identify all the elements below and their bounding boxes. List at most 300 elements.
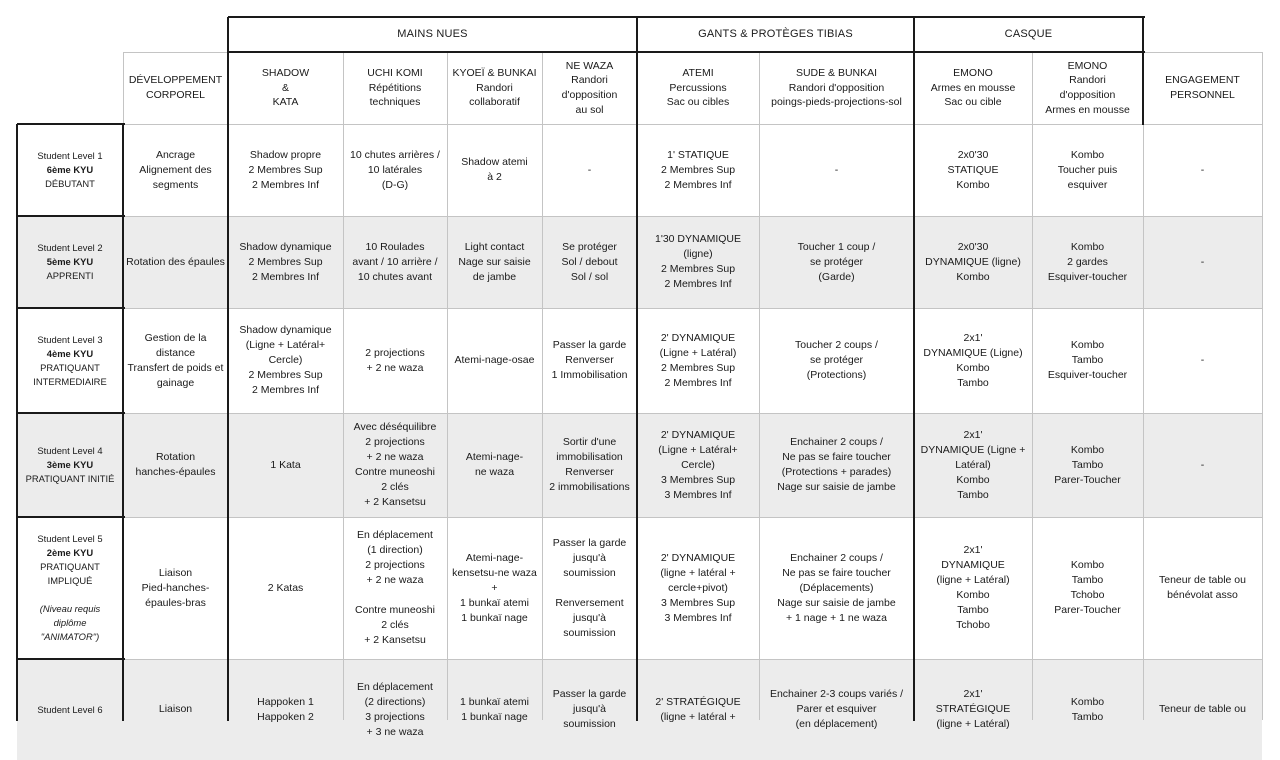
column-header-emono-2: EMONO Randori d'opposition Armes en mousse [1045,59,1130,116]
grid-line [1142,17,1144,125]
cell-atemi-level-4 [637,413,759,517]
cell-line: Tchobo [956,619,990,631]
cell-line: soumission [563,626,616,639]
grid-line [1032,52,1033,720]
cell-uchi-komi-level-3 [343,308,447,413]
cell-shadow-level-4 [228,413,343,517]
cell-line: - [1200,458,1205,471]
cell-line: + 2 ne waza [366,574,424,586]
column-header-emono-1: EMONO Armes en mousse Sac ou cible [930,67,1016,109]
grid-line [16,124,18,721]
cell-line: Renverser [565,466,614,478]
cell-line: 2 Membres Sup [660,361,736,374]
cell-line: Toucher 2 coups / [795,339,878,351]
cell-developpement-level-1 [123,124,228,216]
cell-line: soumission [563,718,616,730]
level-line [69,588,72,602]
cell-line: STATIQUE [947,163,999,176]
cell-line: de jambe [472,270,517,283]
cell-line: distance [155,346,196,359]
cell-emono-2-level-2 [1032,216,1143,308]
cell-line: Ne pas se faire toucher [782,566,891,579]
cell-line: (en déplacement) [795,718,878,730]
cell-line: Tambo [1071,574,1104,586]
cell-uchi-komi-level-6 [343,659,447,760]
level-line: Student Level 5 [37,533,103,544]
cell-line: Gestion de la [144,331,207,344]
cell-line: (2 directions) [364,695,426,708]
cell-line: ne waza [474,466,515,478]
column-header-kyoei: KYOEÏ & BUNKAI Randori collaboratif [452,67,537,109]
row-header-level-5 [17,517,123,659]
cell-shadow-level-6 [228,659,343,760]
cell-line: Shadow dynamique [239,324,332,336]
grid-line [343,52,344,720]
cell-line: Kombo [1070,148,1105,161]
grid-line [123,308,1263,309]
cell-line: + 2 ne waza [366,361,424,374]
row-header-level-3 [17,308,123,413]
row-header-level-1 [17,124,123,216]
cell-emono-2-level-3 [1032,308,1143,413]
cell-line: 2 Membres Sup [660,163,736,176]
grid-line [17,215,125,217]
cell-line: Kombo [956,473,990,486]
cell-line: Cercle) [681,458,715,471]
cell-line: (Ligne + Latéral+ [658,443,738,456]
cell-shadow-level-5 [228,517,343,659]
cell-line: Enchainer 2 coups / [790,436,883,448]
grid-line [123,52,124,124]
grid-line [123,517,1263,518]
level-line: APPRENTI [46,270,94,281]
cell-line [394,588,397,603]
cell-line: (Protections) [806,369,867,381]
cell-emono-1-level-5 [914,517,1032,659]
cell-atemi-level-3 [637,308,759,413]
cell-line: 2x0'30 [957,148,989,161]
cell-line: 1 bunkaï atemi [460,695,529,708]
cell-line: Ancrage [155,148,196,161]
cell-line: jusqu'à [573,551,606,564]
cell-kyoei-level-2 [447,216,542,308]
cell-line: + 2 Kansetsu [364,496,426,508]
cell-sude-level-6 [759,659,914,760]
cell-uchi-komi-level-5 [343,517,447,659]
cell-line: Renversement [555,596,624,609]
cell-line: 2' STRATÉGIQUE [655,695,741,708]
level-line: Student Level 3 [37,333,103,345]
cell-line: Alignement des [139,163,212,176]
cell-line: 3 Membres Inf [664,488,732,501]
level-line: 4ème KYU [46,347,94,359]
cell-line: DYNAMIQUE (ligne) [925,255,1021,268]
cell-line: Shadow propre [249,148,322,161]
cell-line: 2' DYNAMIQUE [660,331,736,344]
cell-engagement-level-6 [1143,659,1262,760]
grid-line [123,124,1263,125]
cell-line: Liaison [158,566,193,579]
cell-line: Toucher 1 coup / [797,240,876,253]
cell-line: 2x1' [963,544,983,556]
cell-line: 2 Membres Inf [251,178,320,191]
cell-line: 10 latérales [367,163,423,176]
cell-line: + 1 nage + 1 ne waza [786,611,887,624]
cell-sude-level-2 [759,216,914,308]
level-line: Student Level 6 [37,703,103,715]
cell-line: jusqu'à [573,703,606,715]
cell-line: 2 Membres Sup [660,263,736,275]
cell-line: Happoken 1 [257,695,314,708]
cell-line: Tambo [1071,458,1104,471]
grid-line [913,17,915,721]
level-line: PRATIQUANT [40,361,100,373]
cell-ne-waza-level-1 [542,124,637,216]
level-line: PRATIQUANT INITIÉ [25,473,115,484]
level-line: 6ème KYU [46,164,94,175]
cell-atemi-level-6 [637,659,759,760]
cell-line: Parer-Toucher [1054,473,1121,486]
cell-line: 2 projections [365,436,425,448]
cell-line: Shadow atemi [461,156,528,168]
cell-line: DYNAMIQUE (Ligne) [923,346,1023,359]
cell-line: 2 Katas [267,581,304,594]
cell-line: Transfert de poids et [127,361,224,374]
cell-line: esquiver [1067,178,1108,191]
cell-line: gainage [156,376,195,389]
cell-line: Latéral) [955,458,991,471]
level-line: PRATIQUANT [40,561,100,572]
cell-line: + 2 Kansetsu [364,634,426,646]
grid-line [122,124,124,721]
cell-kyoei-level-4 [447,413,542,517]
cell-line: Sol / debout [561,255,618,268]
cell-emono-2-level-6 [1032,659,1143,760]
cell-line: jusqu'à [573,611,606,624]
cell-line: 2 Membres Inf [251,270,320,283]
cell-line: (D-G) [381,178,409,191]
cell-line: Nage sur saisie de jambe [777,481,896,493]
cell-line: 2 projections [365,559,425,571]
cell-line: - [1200,354,1205,366]
cell-line: - [587,163,592,176]
level-line: 5ème KYU [46,256,94,267]
cell-line: 2 Membres Sup [248,255,323,268]
row-header-level-6 [17,659,123,760]
cell-line: Kombo [956,589,990,601]
cell-line: Kombo [956,270,990,283]
cell-line: soumission [563,566,616,579]
cell-line: + 3 ne waza [366,725,424,738]
level-line: (Niveau requis [39,603,101,614]
grid-line [759,52,760,720]
cell-line: Nage sur saisie de jambe [777,596,896,609]
cell-uchi-komi-level-1 [343,124,447,216]
group-header-gants: GANTS & PROTÈGES TIBIAS [698,28,853,40]
cell-line: Kombo [956,361,990,374]
cell-line: Tambo [1071,710,1104,723]
cell-developpement-level-2 [123,216,228,308]
grid-line [123,659,1263,660]
level-line: diplôme [53,617,87,628]
cell-line: Atemi-nage- [465,551,524,564]
cell-line: avant / 10 arrière / [352,255,438,268]
cell-line: Kombo [1070,559,1105,571]
cell-line: Rotation des épaules [126,255,225,268]
cell-line: 2 Membres Inf [664,178,732,191]
cell-line: Enchainer 2 coups / [790,551,883,564]
group-header-casque: CASQUE [1004,28,1053,40]
cell-line: 2x1' [963,688,983,700]
cell-line: (ligne + Latéral) [936,574,1010,586]
cell-line: + 2 ne waza [366,451,424,463]
cell-line: 3 projections [365,710,425,723]
cell-sude-level-4 [759,413,914,517]
cell-line: Liaison [158,703,193,715]
cell-engagement-level-1 [1143,124,1262,216]
cell-line: Enchainer 2-3 coups variés / [769,688,904,700]
grid-line [228,16,1145,18]
cell-line: 1'30 DYNAMIQUE [654,233,742,245]
cell-line: Teneur de table ou [1159,703,1246,715]
cell-line: 1 bunkaï nage [461,710,528,723]
cell-line: Parer-Toucher [1054,604,1121,616]
cell-line: Kombo [1070,240,1105,253]
cell-shadow-level-2 [228,216,343,308]
cell-line: Esquiver-toucher [1047,270,1128,283]
grid-line [17,658,125,660]
cell-line: Tambo [957,488,989,501]
cell-line: segments [152,178,199,191]
row-header-level-2 [17,216,123,308]
grid-line [17,412,125,414]
cell-line: (ligne + Latéral) [936,718,1010,730]
column-header-shadow: SHADOW & KATA [261,67,310,109]
column-header-sude: SUDE & BUNKAI Randori d'opposition poings-pieds-projections-sol [771,67,902,109]
cell-line: à 2 [487,171,502,183]
grid-line [17,123,125,125]
cell-line: Toucher puis [1057,163,1118,176]
cell-ne-waza-level-4 [542,413,637,517]
cell-emono-2-level-4 [1032,413,1143,517]
cell-line: 2x1' [963,331,983,344]
level-line: DÉBUTANT [45,178,95,189]
cell-line: 2 projections [365,346,425,359]
cell-line: Cercle) [268,354,303,366]
cell-uchi-komi-level-4 [343,413,447,517]
grid-line [17,516,125,518]
cell-line: Contre muneoshi [355,604,435,616]
cell-kyoei-level-3 [447,308,542,413]
cell-line: 3 Membres Sup [660,596,736,609]
cell-line: Se protéger [562,240,617,253]
cell-kyoei-level-1 [447,124,542,216]
cell-line: (ligne + latéral + [660,710,736,723]
cell-line: Tchobo [1070,589,1105,601]
cell-engagement-level-4 [1143,413,1262,517]
cell-engagement-level-3 [1143,308,1262,413]
cell-sude-level-5 [759,517,914,659]
cell-line: Esquiver-toucher [1047,369,1128,381]
cell-emono-2-level-5 [1032,517,1143,659]
cell-line: 2 immobilisations [549,481,630,493]
cell-line: Shadow dynamique [239,240,332,253]
cell-line: Avec déséquilibre [353,421,437,433]
cell-line: Teneur de table ou [1159,574,1246,586]
cell-line: 2' DYNAMIQUE [660,551,736,564]
cell-line: 2 Membres Inf [664,376,732,389]
cell-line: 1' STATIQUE [667,148,729,161]
cell-line: 10 chutes arrières / [350,148,440,161]
cell-line: Tambo [957,376,989,389]
grid-line [636,17,638,721]
cell-line: Happoken 2 [257,710,314,723]
cell-line: STRATÉGIQUE [935,703,1011,715]
cell-line: Passer la garde [552,536,627,549]
level-line: "ANIMATOR") [40,631,100,642]
cell-line: 1 bunkaï nage [461,611,528,624]
cell-line: se protéger [809,255,864,268]
column-header-ne-waza: NE WAZA Randori d'opposition au sol [561,59,618,116]
cell-line: 1 Immobilisation [551,369,628,381]
cell-shadow-level-3 [228,308,343,413]
cell-line: - [834,163,839,176]
grid-line [542,52,543,720]
level-line: INTERMEDIAIRE [33,375,107,387]
cell-line: 2' DYNAMIQUE [660,428,736,441]
cell-line: 2 Membres Inf [664,278,732,290]
cell-line: Passer la garde [552,339,627,351]
level-line: Student Level 2 [37,242,103,253]
cell-engagement-level-5 [1143,517,1262,659]
cell-line: 2 Membres Sup [248,369,323,381]
level-line: Student Level 1 [37,150,103,161]
cell-atemi-level-1 [637,124,759,216]
level-line: IMPLIQUÉ [47,575,93,586]
cell-line: 2 gardes [1067,255,1108,268]
level-line: 3ème KYU [46,459,94,470]
cell-line: Sol / sol [570,270,609,283]
grid-line [17,307,125,309]
cell-uchi-komi-level-2 [343,216,447,308]
cell-emono-1-level-2 [914,216,1032,308]
cell-emono-2-level-1 [1032,124,1143,216]
cell-line: 3 Membres Sup [660,473,736,486]
cell-line: Tambo [957,604,989,616]
cell-line [588,581,591,596]
cell-atemi-level-5 [637,517,759,659]
cell-emono-1-level-6 [914,659,1032,760]
cell-atemi-level-2 [637,216,759,308]
cell-ne-waza-level-6 [542,659,637,760]
cell-line: 3 Membres Inf [664,611,732,624]
column-header-uchi-komi: UCHI KOMI Répétitions techniques [367,67,423,109]
cell-line: (1 direction) [367,544,423,556]
cell-line: (ligne + latéral + [660,566,736,579]
column-header-engagement: ENGAGEMENT PERSONNEL [1165,74,1240,101]
cell-line: Atemi-nage- [465,451,524,463]
cell-line: 2x1' [963,428,983,441]
cell-line: cercle+pivot) [668,581,728,594]
cell-sude-level-3 [759,308,914,413]
cell-line: Kombo [956,178,990,191]
grid-line [1262,52,1263,720]
column-header-atemi: ATEMI Percussions Sac ou cibles [666,67,730,109]
cell-ne-waza-level-3 [542,308,637,413]
cell-line: Rotation [155,451,196,463]
cell-line: Kombo [1070,339,1105,351]
cell-line: Pied-hanches- [141,581,210,594]
cell-developpement-level-4 [123,413,228,517]
cell-line: Sortir d'une [562,436,617,448]
grid-line [447,52,448,720]
level-line: Student Level 4 [37,445,103,456]
cell-line: Passer la garde [552,688,627,700]
cell-emono-1-level-4 [914,413,1032,517]
cell-line: 1 bunkaï atemi [460,596,529,609]
cell-line: 2 Membres Sup [248,163,323,176]
grid-line [228,51,1145,53]
cell-ne-waza-level-5 [542,517,637,659]
cell-line: Nage sur saisie [458,255,531,268]
cell-line: En déplacement [357,529,433,541]
cell-line: DYNAMIQUE (Ligne + [920,443,1026,456]
grid-line [227,17,229,721]
cell-line: (Déplacements) [799,581,874,594]
cell-line: 2 clés [381,619,409,631]
cell-line: - [1200,163,1205,176]
cell-line: kensetsu-ne waza [452,566,537,579]
column-header-developpement: DÉVELOPPEMENT CORPOREL [128,74,223,101]
cell-line: (ligne) [683,248,713,260]
cell-developpement-level-3 [123,308,228,413]
cell-shadow-level-1 [228,124,343,216]
cell-line: épaules-bras [145,596,206,609]
cell-line: DYNAMIQUE [941,559,1005,571]
cell-line: Ne pas se faire toucher [782,451,891,463]
cell-line: 10 Roulades [365,240,425,253]
cell-line: (Ligne + Latéral+ [245,339,326,351]
cell-line: (Protections + parades) [781,466,892,478]
cell-line: (Garde) [818,270,855,283]
grid-line [123,52,229,53]
cell-line: Tambo [1071,354,1104,366]
cell-kyoei-level-5 [447,517,542,659]
row-header-level-4 [17,413,123,517]
cell-line: + [491,581,498,594]
cell-ne-waza-level-2 [542,216,637,308]
cell-kyoei-level-6 [447,659,542,760]
cell-engagement-level-2 [1143,216,1262,308]
group-header-mains-nues: MAINS NUES [397,28,468,40]
cell-line: (Ligne + Latéral) [659,346,737,359]
cell-line: Light contact [464,240,525,253]
cell-developpement-level-5 [123,517,228,659]
cell-line: En déplacement [357,680,433,693]
cell-line: 2x0'30 [957,240,989,253]
cell-emono-1-level-1 [914,124,1032,216]
cell-developpement-level-6 [123,659,228,760]
cell-line: Kombo [1070,443,1105,456]
cell-line: 10 chutes avant [357,270,433,283]
level-line: 2ème KYU [46,547,94,558]
cell-line: Parer et esquiver [796,703,877,715]
cell-line: hanches-épaules [135,466,216,478]
cell-line: Kombo [1070,695,1105,708]
cell-emono-1-level-3 [914,308,1032,413]
cell-line: immobilisation [556,451,623,463]
cell-line: 2 clés [381,481,409,493]
